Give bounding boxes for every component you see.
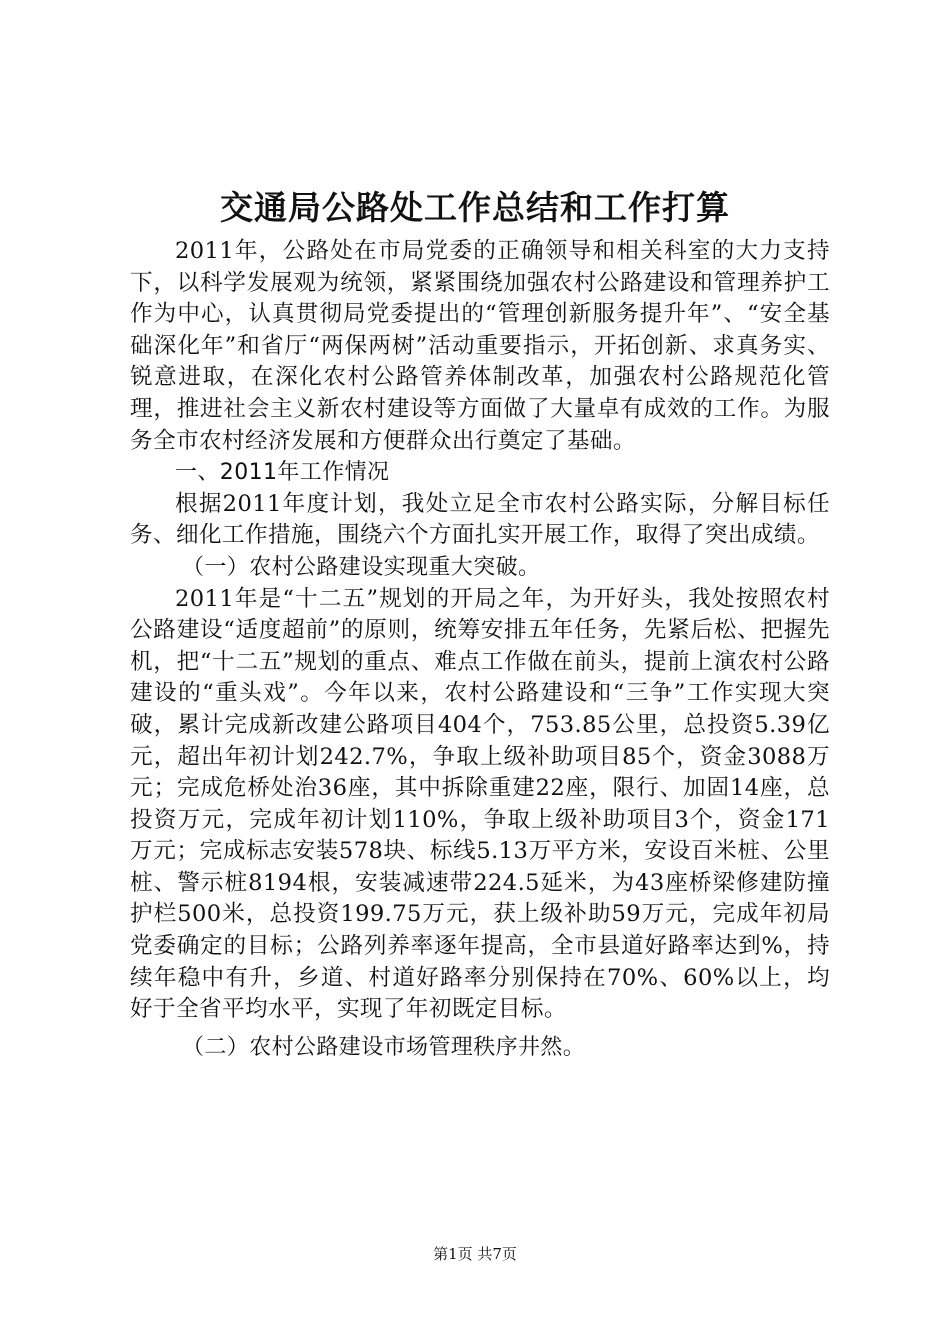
subsection-paragraph-construction: 2011年是“十二五”规划的开局之年，为开好头，我处按照农村公路建设“适度超前”的原则，统筹安排五年任务，先紧后松、把握先机，把“十二五”规划的重点、难点工作做在前头，提前上演农村公路建设的“重头戏”。今年以来，农村公路建设和“三争”工作实现大突破，累计完成新改建公路项目404个，753.85公里，总投资5.39亿元，超出年初计划242.7%，争取上级补助项目85个，资金3088万元；完成危桥处治36座，其中拆除重建22座，限行、加固14座，总投资万元，完成年初计划110%，争取上级补助项目3个，资金171万元；完成标志安装578块、标线5.13万平方米，安设百米桩、公里桩、警示桩8194根，安装减速带224.5延米，为43座桥梁修建防撞护栏500米，总投资199.75万元，获上级补助59万元，完成年初局党委确定的目标；公路列养率逐年提高，全市县道好路率达到%，持续年稳中有升，乡道、村道好路率分别保持在70%、60%以上，均好于全省平均水平，实现了年初既定目标。 — [130, 585, 830, 1023]
section-heading-2011-work: 一、2011年工作情况 — [175, 460, 390, 486]
document-title: 交通局公路处工作总结和工作打算 — [220, 188, 730, 227]
intro-paragraph: 2011年，公路处在市局党委的正确领导和相关科室的大力支持下，以科学发展观为统领，紧紧围绕加强农村公路建设和管理养护工作为中心，认真贯彻局党委提出的“管理创新服务提升年”、“安全基础深化年”和省厅“两保两树”活动重要指示，开拓创新、求真务实、锐意进取，在深化农村公路管养体制改革，加强农村公路规范化管理，推进社会主义新农村建设等方面做了大量卓有成效的工作。为服务全市农村经济发展和方便群众出行奠定了基础。 — [130, 238, 830, 454]
document-body — [130, 236, 830, 1063]
section-paragraph-plan: 根据2011年度计划，我处立足全市农村公路实际，分解目标任务、细化工作措施，围绕六个方面扎实开展工作，取得了突出成绩。 — [130, 490, 830, 549]
page-footer: 第1页 共7页 — [433, 1245, 517, 1263]
subsection-heading-construction: （一）农村公路建设实现重大突破。 — [182, 554, 541, 580]
subsection-heading-market: （二）农村公路建设市场管理秩序井然。 — [182, 1034, 586, 1060]
